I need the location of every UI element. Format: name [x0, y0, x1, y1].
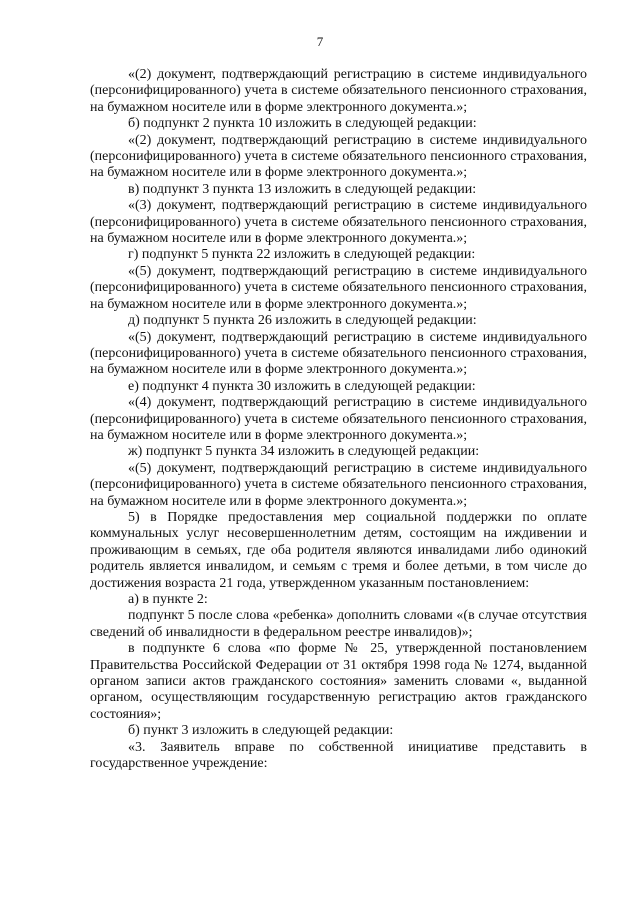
paragraph: «(5) документ, подтверждающий регистрацию в системе индивидуального (персонифицированного) учета в системе обязательного пенсионного страхования, на бумажном носителе или в форме электронного документа.»; — [90, 460, 587, 509]
paragraph: подпункт 5 после слова «ребенка» дополнить словами «(в случае отсутствия сведений об инвалидности в федеральном реестре инвалидов)»; — [90, 608, 587, 640]
paragraph: «(4) документ, подтверждающий регистрацию в системе индивидуального (персонифицированного) учета в системе обязательного пенсионного страхования, на бумажном носителе или в форме электронного документа.»; — [90, 395, 587, 443]
paragraph: в подпункте 6 слова «по форме № 25, утвержденной постановлением Правительства Российской Федерации от 31 октября 1998 года № 1274, выданной органом записи актов гражданского состояния» заменить словами «, выданной органом, осуществляющим государственную регистрацию актов гражданского состояния»; — [90, 641, 587, 722]
paragraph: «3. Заявитель вправе по собственной инициативе представить в государственное учреждение: — [90, 739, 587, 772]
paragraph: а) в пункте 2: — [128, 592, 208, 607]
paragraph: в) подпункт 3 пункта 13 изложить в следующей редакции: — [128, 181, 477, 197]
page-number: 7 — [316, 34, 324, 49]
paragraph: г) подпункт 5 пункта 22 изложить в следующей редакции: — [128, 247, 476, 263]
paragraph: «(2) документ, подтверждающий регистрацию в системе индивидуального (персонифицированного) учета в системе обязательного пенсионного страхования, на бумажном носителе или в форме электронного документа.»; — [90, 67, 587, 115]
document-body — [90, 67, 587, 772]
paragraph: е) подпункт 4 пункта 30 изложить в следующей редакции: — [128, 378, 476, 394]
paragraph: «(5) документ, подтверждающий регистрацию в системе индивидуального (персонифицированного) учета в системе обязательного пенсионного страхования, на бумажном носителе или в форме электронного документа.»; — [90, 263, 587, 312]
paragraph: «(2) документ, подтверждающий регистрацию в системе индивидуального (персонифицированного) учета в системе обязательного пенсионного страхования, на бумажном носителе или в форме электронного документа.»; — [90, 132, 587, 181]
paragraph: «(5) документ, подтверждающий регистрацию в системе индивидуального (персонифицированного) учета в системе обязательного пенсионного страхования, на бумажном носителе или в форме электронного документа.»; — [90, 329, 587, 378]
paragraph: «(3) документ, подтверждающий регистрацию в системе индивидуального (персонифицированного) учета в системе обязательного пенсионного страхования, на бумажном носителе или в форме электронного документа.»; — [90, 198, 587, 247]
paragraph: 5) в Порядке предоставления мер социальной поддержки по оплате коммунальных услуг несовершеннолетним детям, состоящим на иждивении и проживающим в семьях, где оба родителя являются инвалидами либо одинокий родитель является инвалидом, и семьям с тремя и более детьми, в том числе до достижения возраста 21 года, утвержденном указанным постановлением: — [90, 509, 587, 591]
paragraph: б) пункт 3 изложить в следующей редакции: — [128, 723, 394, 739]
paragraph: д) подпункт 5 пункта 26 изложить в следующей редакции: — [128, 313, 477, 329]
paragraph: ж) подпункт 5 пункта 34 изложить в следующей редакции: — [128, 444, 480, 460]
paragraph: б) подпункт 2 пункта 10 изложить в следующей редакции: — [128, 116, 477, 132]
